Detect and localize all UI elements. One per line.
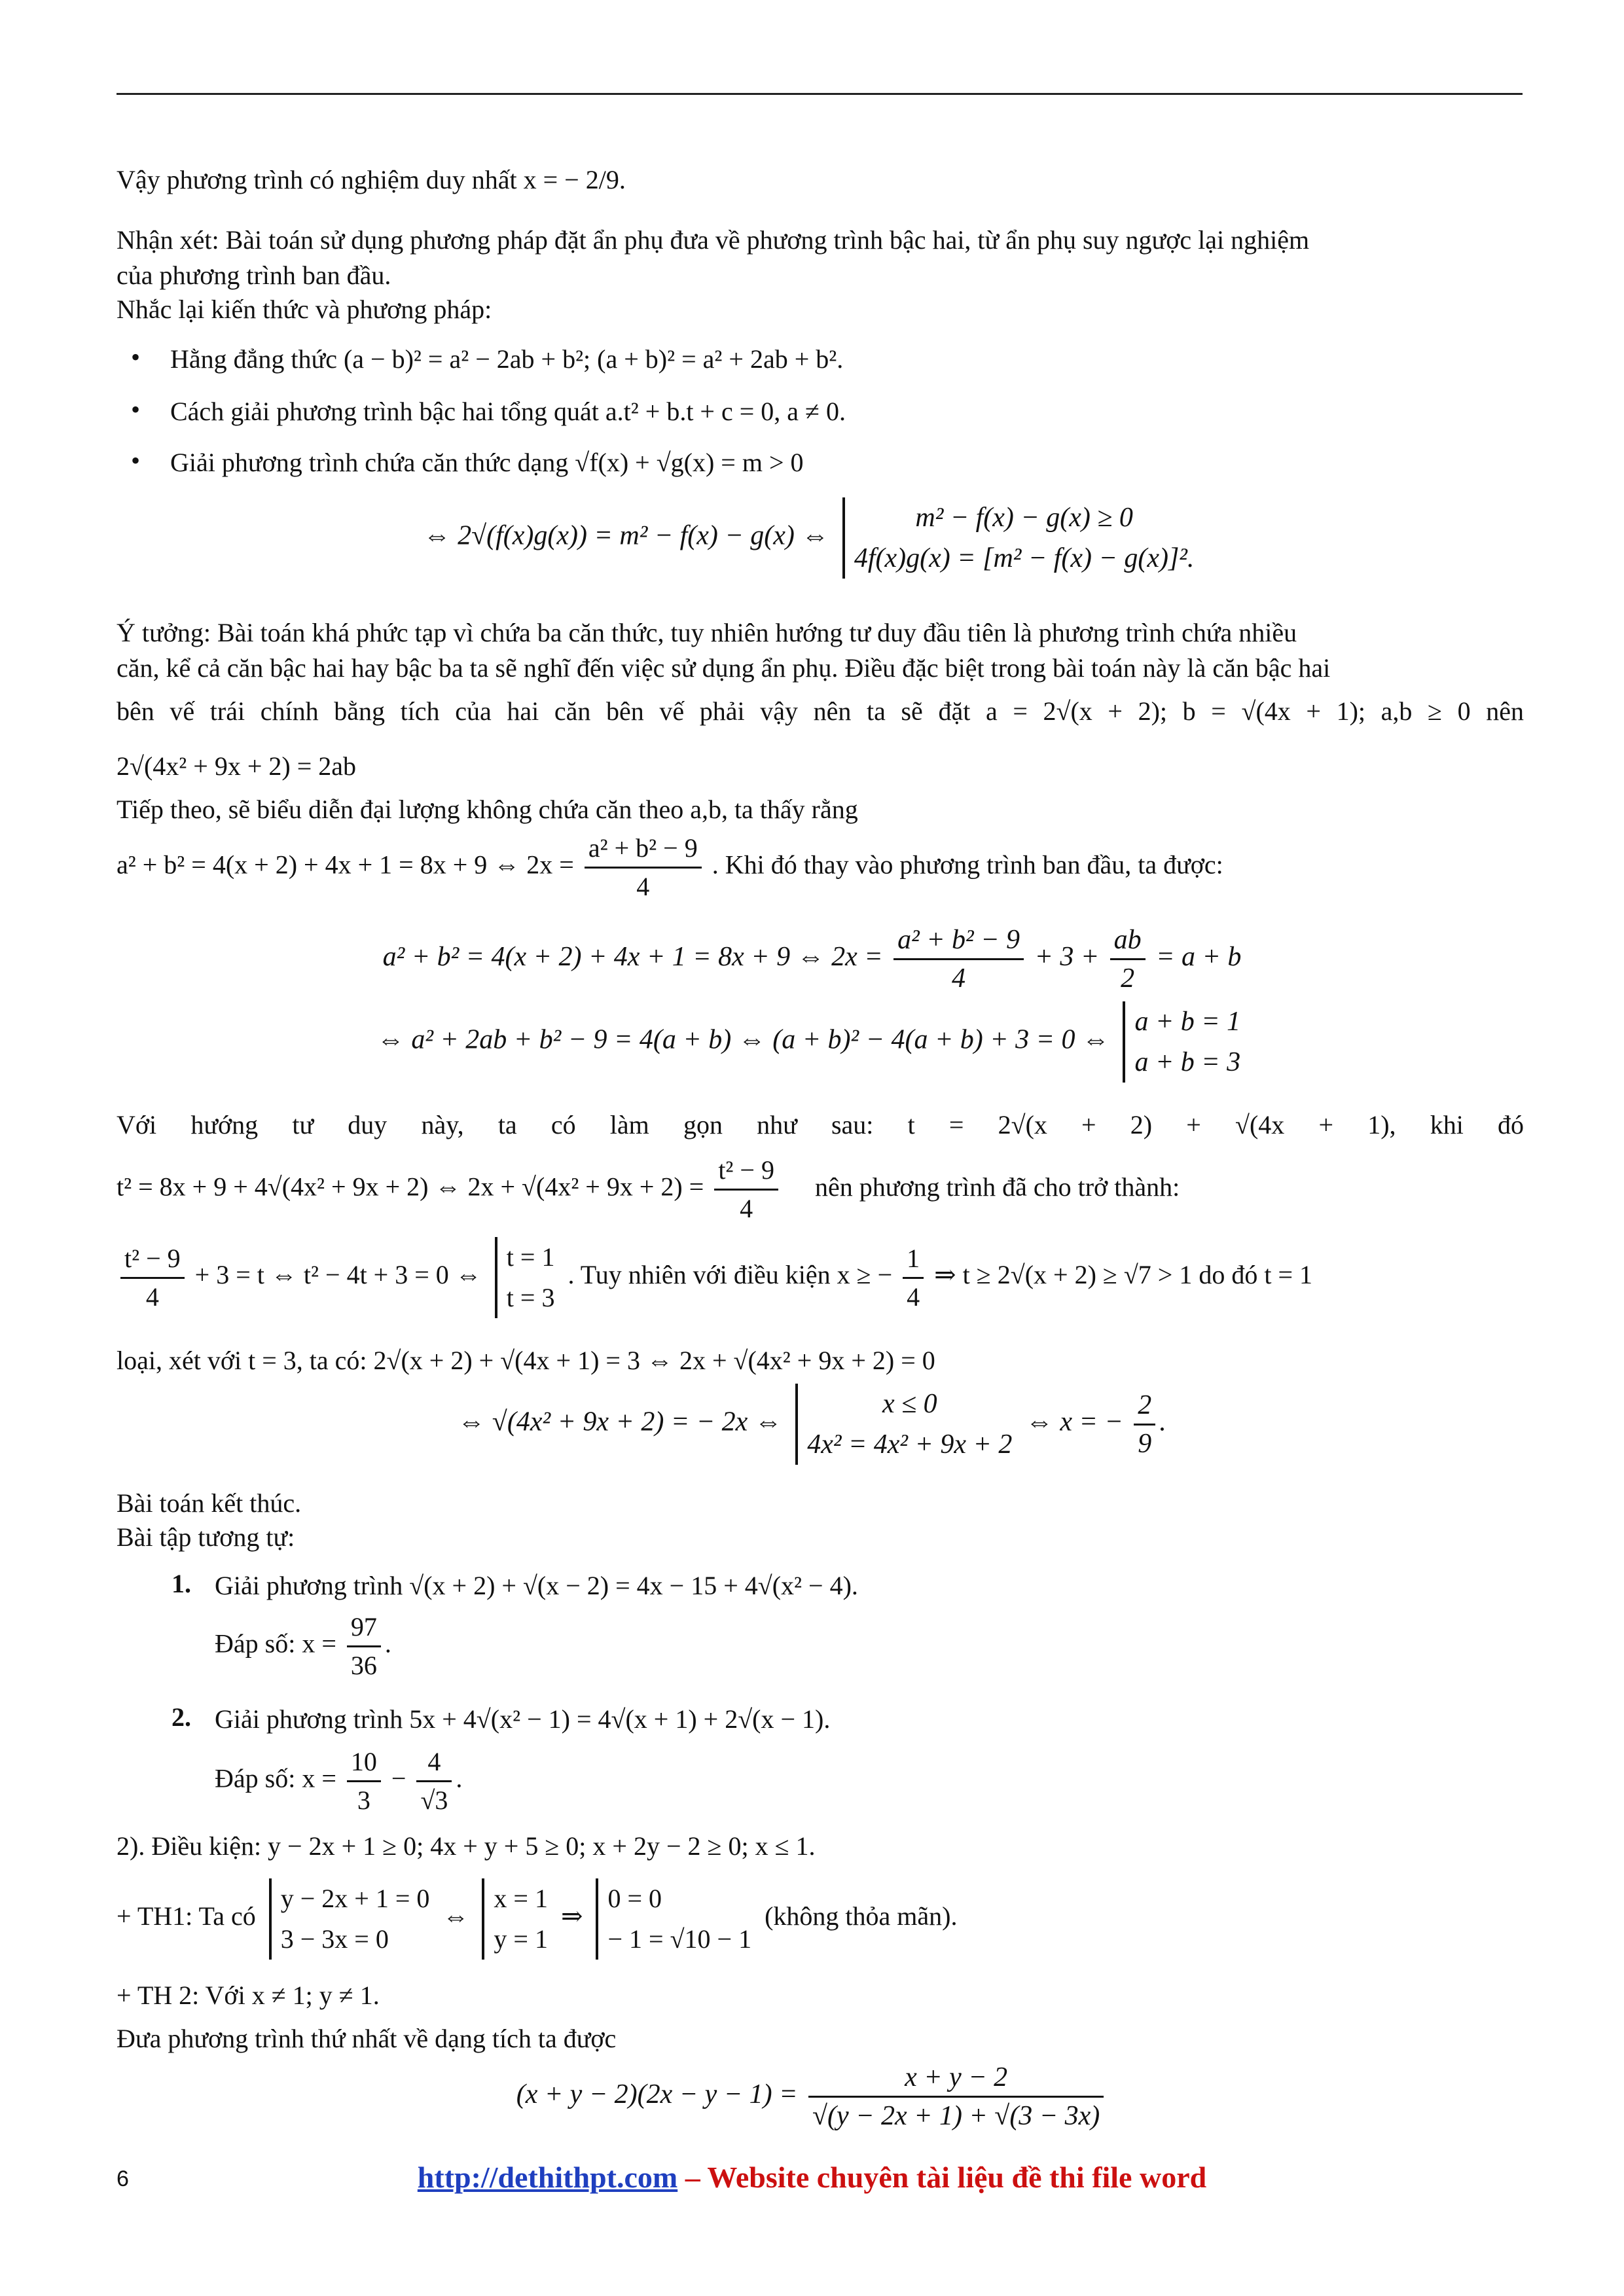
fraction: $\frac{\text{t² − 9}}{4}$ (120, 1240, 185, 1316)
text-line: căn, kể cả căn bậc hai hay bậc ba ta sẽ nghĩ đến việc sử dụng ẩn phụ. Điều đặc biệt trong bài toán này là căn bậc hai (117, 653, 1331, 683)
exercise-number: 2. (171, 1702, 191, 1732)
text-line: + TH 2: Với x ≠ 1; y ≠ 1. (117, 1981, 380, 2010)
footer (0, 2160, 1624, 2195)
fraction: $\frac{x + y - 2}{√(y - 2x + 1) + √(3 - 3x)}$ (808, 2059, 1104, 2134)
text-line: Nhận xét: Bài toán sử dụng phương pháp đặt ẩn phụ đưa về phương trình bậc hai, từ ẩn phụ suy ngược lại nghiệm (117, 225, 1310, 255)
exercise-text: Giải phương trình 5x + 4√(x² − 1) = 4√(x + 1) + 2√(x − 1). (215, 1704, 831, 1734)
text-line: bên vế trái chính bằng tích của hai căn bên vế phải vậy nên ta sẽ đặt a = 2√(x + 2); b = √(4x + 1); a,b ≥ 0 nên (117, 696, 1524, 726)
equation-system: x ≤ 0 4x² = 4x² + 9x + 2 (795, 1384, 1012, 1465)
text-line: 2√(4x² + 9x + 2) = 2ab (117, 751, 357, 781)
equation: ⇔ 2√(f(x)g(x)) = m² − f(x) − g(x) ⇔ m² − f(x) − g(x) ≥ 0 4f(x)g(x) = [m² − f(x) − g(x)]². (0, 497, 1624, 579)
text-line: + TH1: Ta có y − 2x + 1 = 0 3 − 3x = 0 ⇔ x = 1 y = 1 ⇒ 0 = 0 − 1 = √10 − 1 (không thỏa mãn). (117, 1878, 1524, 1960)
text-line: $\frac{\text{t² − 9}}{4}$ + 3 = t ⇔ t² − 4t + 3 = 0 ⇔ t = 1 t = 3 . Tuy nhiên với điều kiện x ≥ − $\frac{1}{4}$ ⇒ t ≥ 2√(x + 2) ≥ √7 > 1 do đó t = 1 (117, 1237, 1524, 1318)
equation-system: a + b = 1 a + b = 3 (1123, 1001, 1240, 1083)
bullet-icon: • (131, 342, 141, 372)
equation: ⇔ a² + 2ab + b² − 9 = 4(a + b) ⇔ (a + b)² − 4(a + b) + 3 = 0 ⇔ a + b = 1 a + b = 3 (0, 1001, 1624, 1083)
exercise-text: Giải phương trình √(x + 2) + √(x − 2) = 4x − 15 + 4√(x² − 4). (215, 1571, 858, 1600)
exercise-answer: Đáp số: x = $\frac{97}{36}$ . (215, 1609, 1563, 1684)
bullet-item: Hằng đẳng thức (a − b)² = a² − 2ab + b²; (a + b)² = a² + 2ab + b². (170, 344, 844, 374)
equation: a² + b² = 4(x + 2) + 4x + 1 = 8x + 9 ⇔ 2x = $\frac{\text{a² + b² − 9}}{4}$ + 3 + $\frac{ab}{2}$ = a + b (0, 922, 1624, 997)
equation-system: t = 1 t = 3 (495, 1237, 555, 1318)
header-rule (117, 93, 1523, 95)
text-line: Tiếp theo, sẽ biểu diễn đại lượng không chứa căn theo a,b, ta thấy rằng (117, 795, 858, 824)
fraction: $\frac{97}{36}$ (347, 1609, 381, 1684)
bullet-icon: • (131, 395, 141, 424)
text-line: Đưa phương trình thứ nhất về dạng tích ta được (117, 2024, 617, 2053)
fraction: $\frac{ab}{2}$ (1110, 922, 1146, 997)
equation-system: 0 = 0 − 1 = √10 − 1 (596, 1878, 751, 1960)
text-line: Bài tập tương tự: (117, 1522, 295, 1552)
text-line: 2). Điều kiện: y − 2x + 1 ≥ 0; 4x + y + 5 ≥ 0; x + 2y − 2 ≥ 0; x ≤ 1. (117, 1831, 816, 1861)
text-line: Vậy phương trình có nghiệm duy nhất x = − 2/9. (117, 165, 626, 194)
text-line: của phương trình ban đầu. (117, 260, 391, 290)
text-line: Bài toán kết thúc. (117, 1488, 302, 1518)
page-number: 6 (117, 2166, 129, 2191)
website-link[interactable]: http://dethithpt.com (417, 2161, 678, 2194)
footer-tagline: – Website chuyên tài liệu đề thi file word (677, 2161, 1207, 2194)
equation: (x + y − 2)(2x − y − 1) = $\frac{x + y - 2}{√(y - 2x + 1) + √(3 - 3x)}$ (0, 2059, 1624, 2134)
fraction: $\frac{1}{4}$ (903, 1240, 924, 1316)
text-line: Nhắc lại kiến thức và phương pháp: (117, 295, 492, 324)
text-line: Ý tưởng: Bài toán khá phức tạp vì chứa ba căn thức, tuy nhiên hướng tư duy đầu tiên là phương trình chứa nhiều (117, 618, 1297, 647)
text-line: loại, xét với t = 3, ta có: 2√(x + 2) + √(4x + 1) = 3 ⇔ 2x + √(4x² + 9x + 2) = 0 (117, 1346, 935, 1375)
bullet-item: Giải phương trình chứa căn thức dạng √f(x) + √g(x) = m > 0 (170, 448, 804, 477)
text-line: t² = 8x + 9 + 4√(4x² + 9x + 2) ⇔ 2x + √(4x² + 9x + 2) = $\frac{\text{t² − 9}}{4}$ nên phương trình đã cho trở thành: (117, 1152, 1524, 1227)
exercise-answer: Đáp số: x = $\frac{10}{3}$ − $\frac{4}{√3}$ . (215, 1744, 1563, 1819)
fraction: $\frac{2}{9}$ (1134, 1387, 1155, 1462)
bullet-icon: • (131, 446, 141, 475)
text-line: a² + b² = 4(x + 2) + 4x + 1 = 8x + 9 ⇔ 2x = $\frac{\text{a² + b² − 9}}{4}$ . Khi đó thay vào phương trình ban đầu, ta được: (117, 830, 1524, 905)
fraction: $\frac{\text{a² + b² − 9}}{4}$ (893, 922, 1024, 997)
equation-system: x = 1 y = 1 (482, 1878, 548, 1960)
bullet-item: Cách giải phương trình bậc hai tổng quát a.t² + b.t + c = 0, a ≠ 0. (170, 397, 846, 426)
fraction: $\frac{4}{√3}$ (416, 1744, 452, 1819)
fraction: $\frac{\text{t² − 9}}{4}$ (714, 1152, 778, 1227)
equation: ⇔ √(4x² + 9x + 2) = − 2x ⇔ x ≤ 0 4x² = 4x² + 9x + 2 ⇔ x = − $\frac{2}{9}$ . (0, 1384, 1624, 1465)
fraction: $\frac{10}{3}$ (347, 1744, 381, 1819)
equation-system: y − 2x + 1 = 0 3 − 3x = 0 (269, 1878, 430, 1960)
equation-system: m² − f(x) − g(x) ≥ 0 4f(x)g(x) = [m² − f(x) − g(x)]². (842, 497, 1195, 579)
text-line: Với hướng tư duy này, ta có làm gọn như sau: t = 2√(x + 2) + √(4x + 1), khi đó (117, 1110, 1524, 1139)
exercise-number: 1. (171, 1569, 191, 1598)
fraction: $\frac{\text{a² + b² − 9}}{4}$ (585, 830, 702, 905)
